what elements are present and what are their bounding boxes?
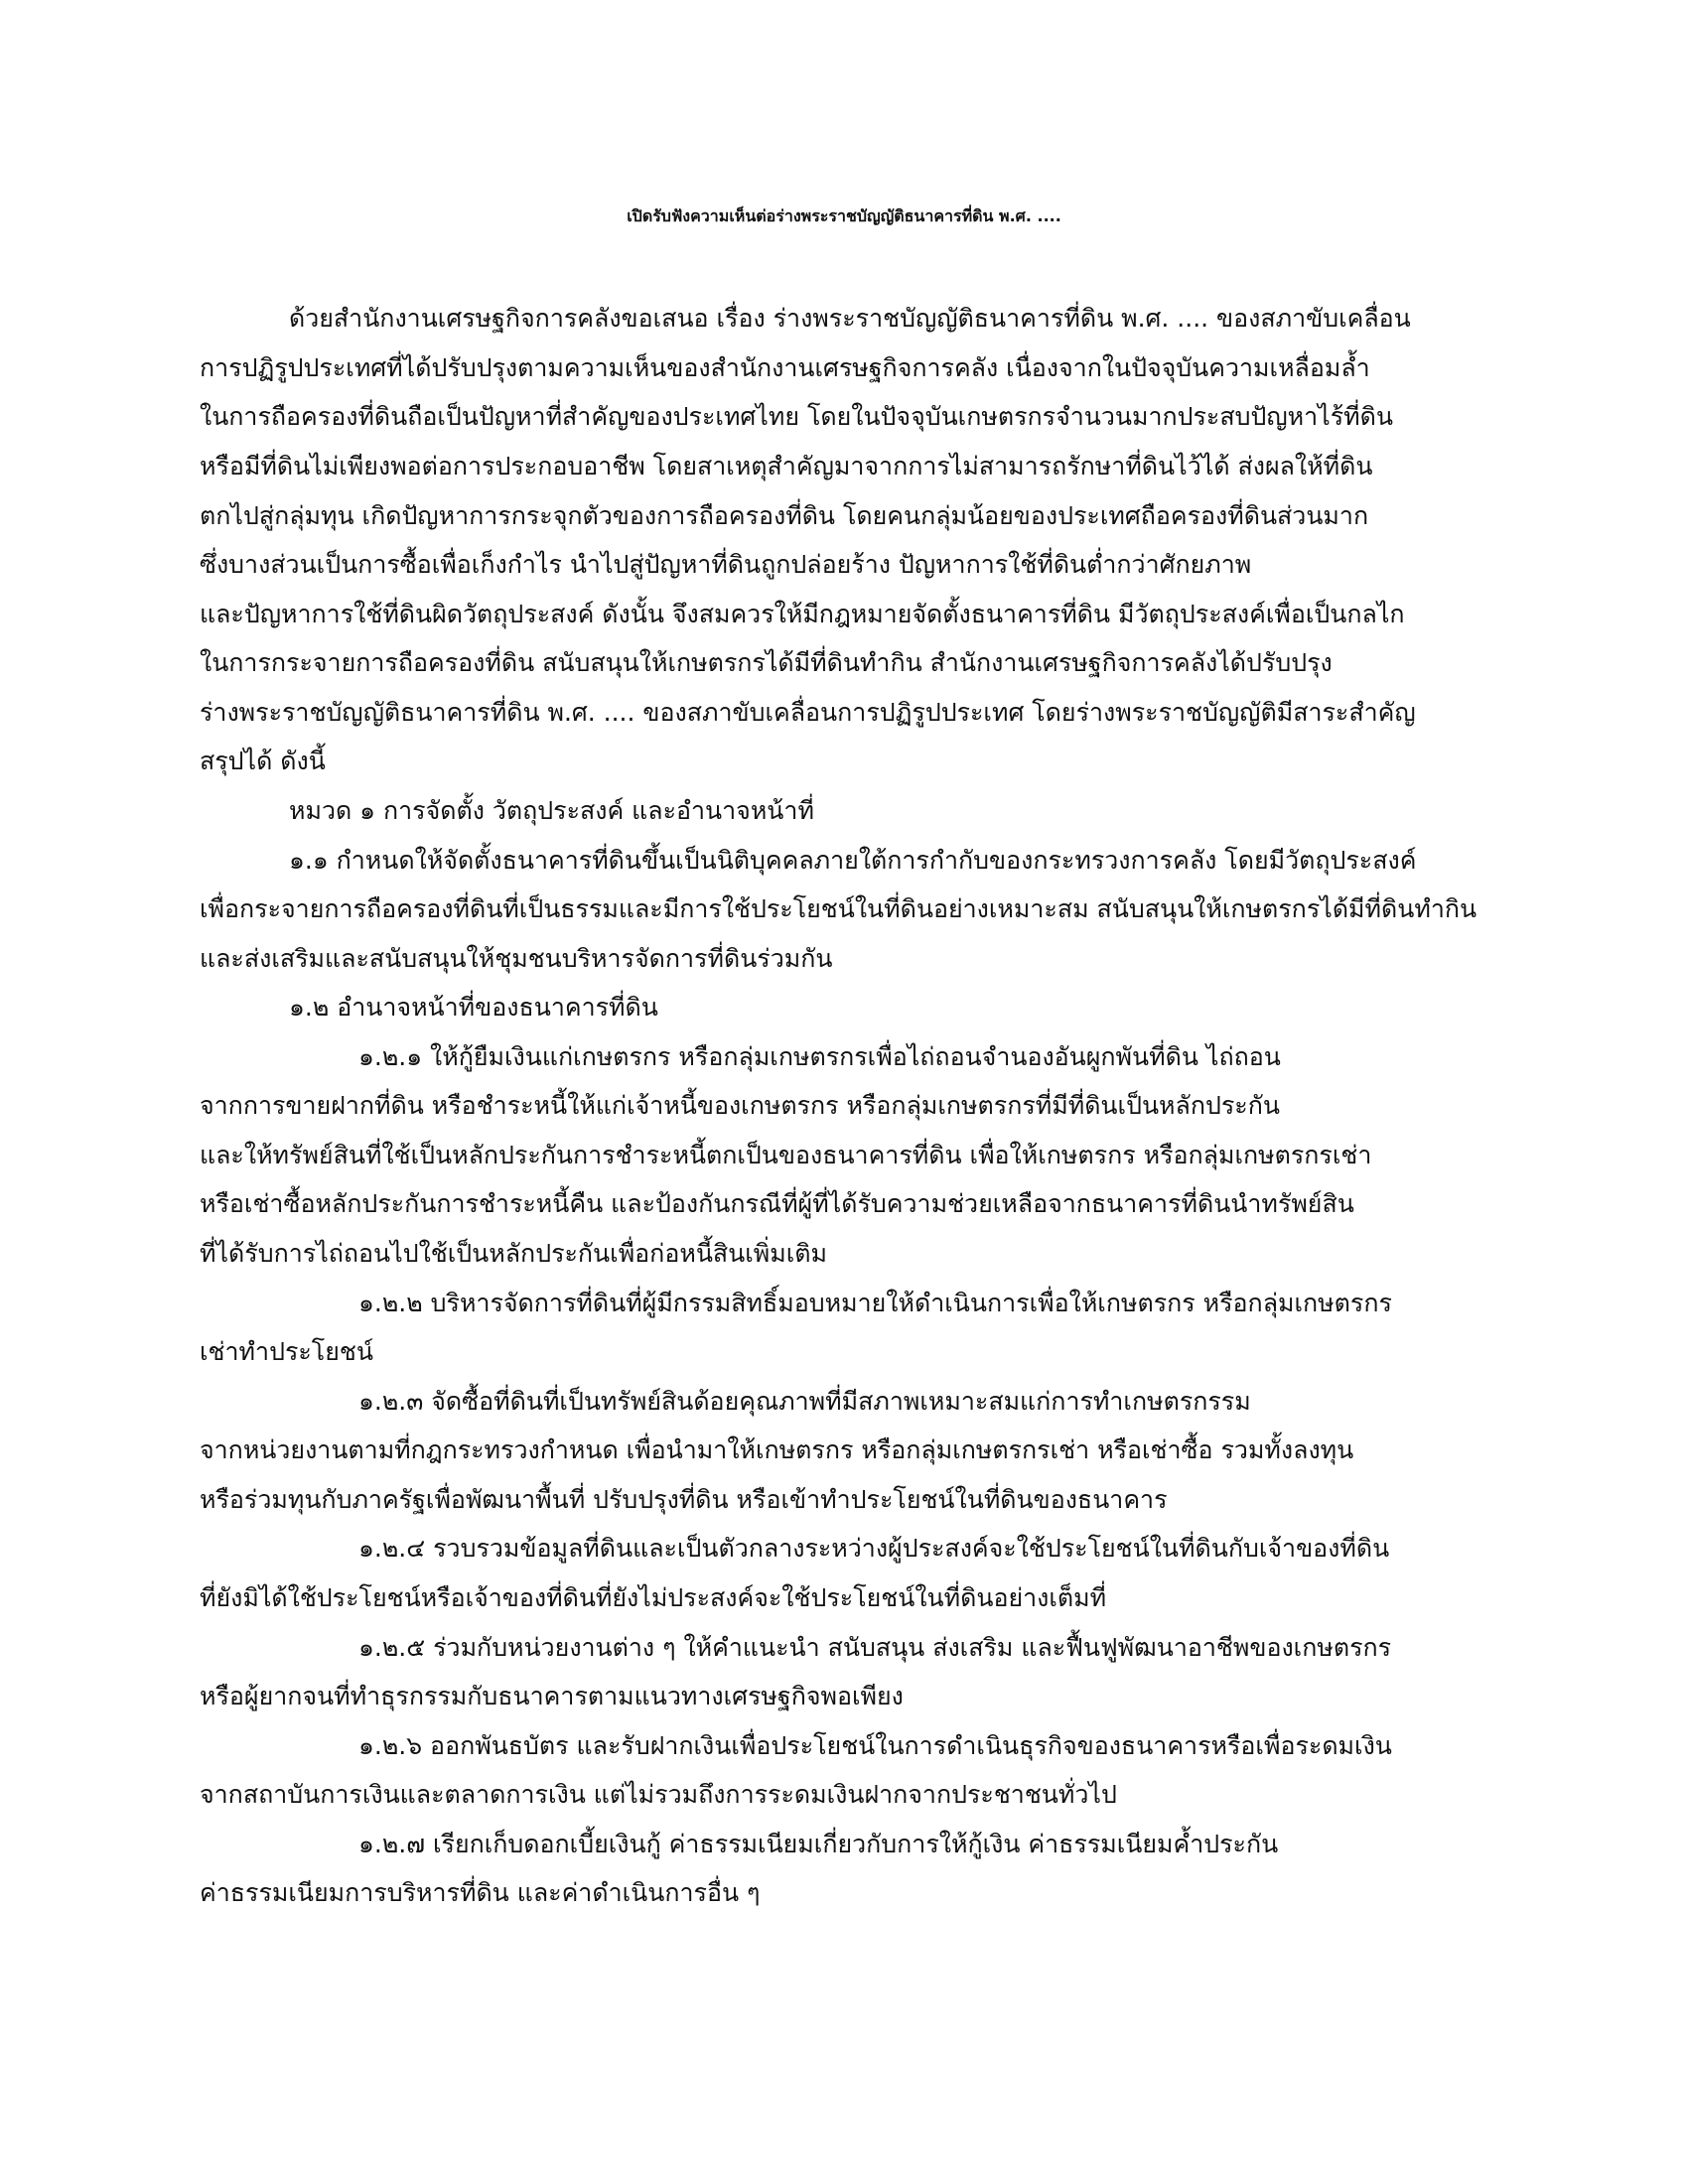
paragraph-line: และปัญหาการใช้ที่ดินผิดวัตถุประสงค์ ดังนั้น จึงสมควรให้มีกฎหมายจัดตั้งธนาคารที่ดิน มีวัตถุประสงค์เพื่อเป็นกลไก [200,600,1405,628]
paragraph-line: และส่งเสริมและสนับสนุนให้ชุมชนบริหารจัดการที่ดินร่วมกัน [200,944,833,973]
section-heading: หมวด ๑ การจัดตั้ง วัตถุประสงค์ และอำนาจหน้าที่ [289,796,814,825]
paragraph-line: ด้วยสำนักงานเศรษฐกิจการคลังขอเสนอ เรื่อง ร่างพระราชบัญญัติธนาคารที่ดิน พ.ศ. .... ของสภาขับเคลื่อน [289,304,1411,333]
paragraph-line: เช่าทำประโยชน์ [200,1337,373,1366]
paragraph-line: การปฏิรูปประเทศที่ได้ปรับปรุงตามความเห็นของสำนักงานเศรษฐกิจการคลัง เนื่องจากในปัจจุบันความเหลื่อมล้ำ [200,353,1370,382]
paragraph-line: ตกไปสู่กลุ่มทุน เกิดปัญหาการกระจุกตัวของการถือครองที่ดิน โดยคนกลุ่มน้อยของประเทศถือครองที่ดินส่วนมาก [200,501,1369,530]
paragraph-line: สรุปได้ ดังนี้ [200,747,326,775]
paragraph-line: จากสถาบันการเงินและตลาดการเงิน แต่ไม่รวมถึงการระดมเงินฝากจากประชาชนทั่วไป [200,1780,1117,1809]
paragraph-line: ๑.๒.๕ ร่วมกับหน่วยงานต่าง ๆ ให้คำแนะนำ สนับสนุน ส่งเสริม และฟื้นฟูพัฒนาอาชีพของเกษตรกร [358,1633,1392,1662]
subsection-heading: ๑.๒ อำนาจหน้าที่ของธนาคารที่ดิน [289,993,658,1022]
paragraph-line: ๑.๒.๔ รวบรวมข้อมูลที่ดินและเป็นตัวกลางระหว่างผู้ประสงค์จะใช้ประโยชน์ในที่ดินกับเจ้าของที่ดิน [358,1534,1390,1563]
paragraph-line: ที่ยังมิได้ใช้ประโยชน์หรือเจ้าของที่ดินที่ยังไม่ประสงค์จะใช้ประโยชน์ในที่ดินอย่างเต็มที่ [200,1583,1107,1612]
paragraph-line: ๑.๒.๗ เรียกเก็บดอกเบี้ยเงินกู้ ค่าธรรมเนียมเกี่ยวกับการให้กู้เงิน ค่าธรรมเนียมค้ำประกัน [358,1830,1279,1858]
paragraph-line: หรือร่วมทุนกับภาครัฐเพื่อพัฒนาพื้นที่ ปรับปรุงที่ดิน หรือเข้าทำประโยชน์ในที่ดินของธนาคาร [200,1485,1168,1514]
paragraph-line: ๑.๒.๒ บริหารจัดการที่ดินที่ผู้มีกรรมสิทธิ์มอบหมายให้ดำเนินการเพื่อให้เกษตรกร หรือกลุ่มเกษตรกร [358,1289,1392,1317]
paragraph-line: ร่างพระราชบัญญัติธนาคารที่ดิน พ.ศ. .... ของสภาขับเคลื่อนการปฏิรูปประเทศ โดยร่างพระราชบัญญัติมีสาระสำคัญ [200,698,1416,727]
paragraph-line: จากการขายฝากที่ดิน หรือชำระหนี้ให้แก่เจ้าหนี้ของเกษตรกร หรือกลุ่มเกษตรกรที่มีที่ดินเป็นหลักประกัน [200,1091,1280,1120]
paragraph-line: เพื่อกระจายการถือครองที่ดินที่เป็นธรรมและมีการใช้ประโยชน์ในที่ดินอย่างเหมาะสม สนับสนุนให้เกษตรกรได้มีที่ดินทำกิน [200,894,1477,923]
paragraph-line: จากหน่วยงานตามที่กฎกระทรวงกำหนด เพื่อนำมาให้เกษตรกร หรือกลุ่มเกษตรกรเช่า หรือเช่าซื้อ รวมทั้งลงทุน [200,1435,1354,1464]
paragraph-line: ๑.๒.๑ ให้กู้ยืมเงินแก่เกษตรกร หรือกลุ่มเกษตรกรเพื่อไถ่ถอนจำนองอันผูกพันที่ดิน ไถ่ถอน [358,1042,1281,1071]
paragraph-line: ๑.๒.๓ จัดซื้อที่ดินที่เป็นทรัพย์สินด้อยคุณภาพที่มีสภาพเหมาะสมแก่การทำเกษตรกรรม [358,1387,1251,1416]
paragraph-line: ที่ได้รับการไถ่ถอนไปใช้เป็นหลักประกันเพื่อก่อหนี้สินเพิ่มเติม [200,1239,828,1268]
paragraph-line: ๑.๒.๖ ออกพันธบัตร และรับฝากเงินเพื่อประโยชน์ในการดำเนินธุรกิจของธนาคารหรือเพื่อระดมเงิน [358,1731,1392,1760]
paragraph-line: หรือผู้ยากจนที่ทำธุรกรรมกับธนาคารตามแนวทางเศรษฐกิจพอเพียง [200,1682,904,1710]
paragraph-line: ในการกระจายการถือครองที่ดิน สนับสนุนให้เกษตรกรได้มีที่ดินทำกิน สำนักงานเศรษฐกิจการคลังได้ปรับปรุง [200,648,1333,677]
paragraph-line: หรือเช่าซื้อหลักประกันการชำระหนี้คืน และป้องกันกรณีที่ผู้ที่ได้รับความช่วยเหลือจากธนาคารที่ดินนำทรัพย์สิน [200,1189,1354,1218]
paragraph-line: หรือมีที่ดินไม่เพียงพอต่อการประกอบอาชีพ โดยสาเหตุสำคัญมาจากการไม่สามารถรักษาที่ดินไว้ได้ ส่งผลให้ที่ดิน [200,452,1373,480]
document-title: เปิดรับฟังความเห็นต่อร่างพระราชบัญญัติธนาคารที่ดิน พ.ศ. .... [627,206,1061,225]
paragraph-line: และให้ทรัพย์สินที่ใช้เป็นหลักประกันการชำระหนี้ตกเป็นของธนาคารที่ดิน เพื่อให้เกษตรกร หรือกลุ่มเกษตรกรเช่า [200,1141,1372,1169]
paragraph-line: ๑.๑ กำหนดให้จัดตั้งธนาคารที่ดินขึ้นเป็นนิติบุคคลภายใต้การกำกับของกระทรวงการคลัง โดยมีวัตถุประสงค์ [289,846,1417,875]
paragraph-line: ในการถือครองที่ดินถือเป็นปัญหาที่สำคัญของประเทศไทย โดยในปัจจุบันเกษตรกรจำนวนมากประสบปัญหาไร้ที่ดิน [200,402,1393,431]
paragraph-line: ค่าธรรมเนียมการบริหารที่ดิน และค่าดำเนินการอื่น ๆ [200,1878,761,1907]
paragraph-line: ซึ่งบางส่วนเป็นการซื้อเพื่อเก็งกำไร นำไปสู่ปัญหาที่ดินถูกปล่อยร้าง ปัญหาการใช้ที่ดินต่ำกว่าศักยภาพ [200,550,1252,579]
